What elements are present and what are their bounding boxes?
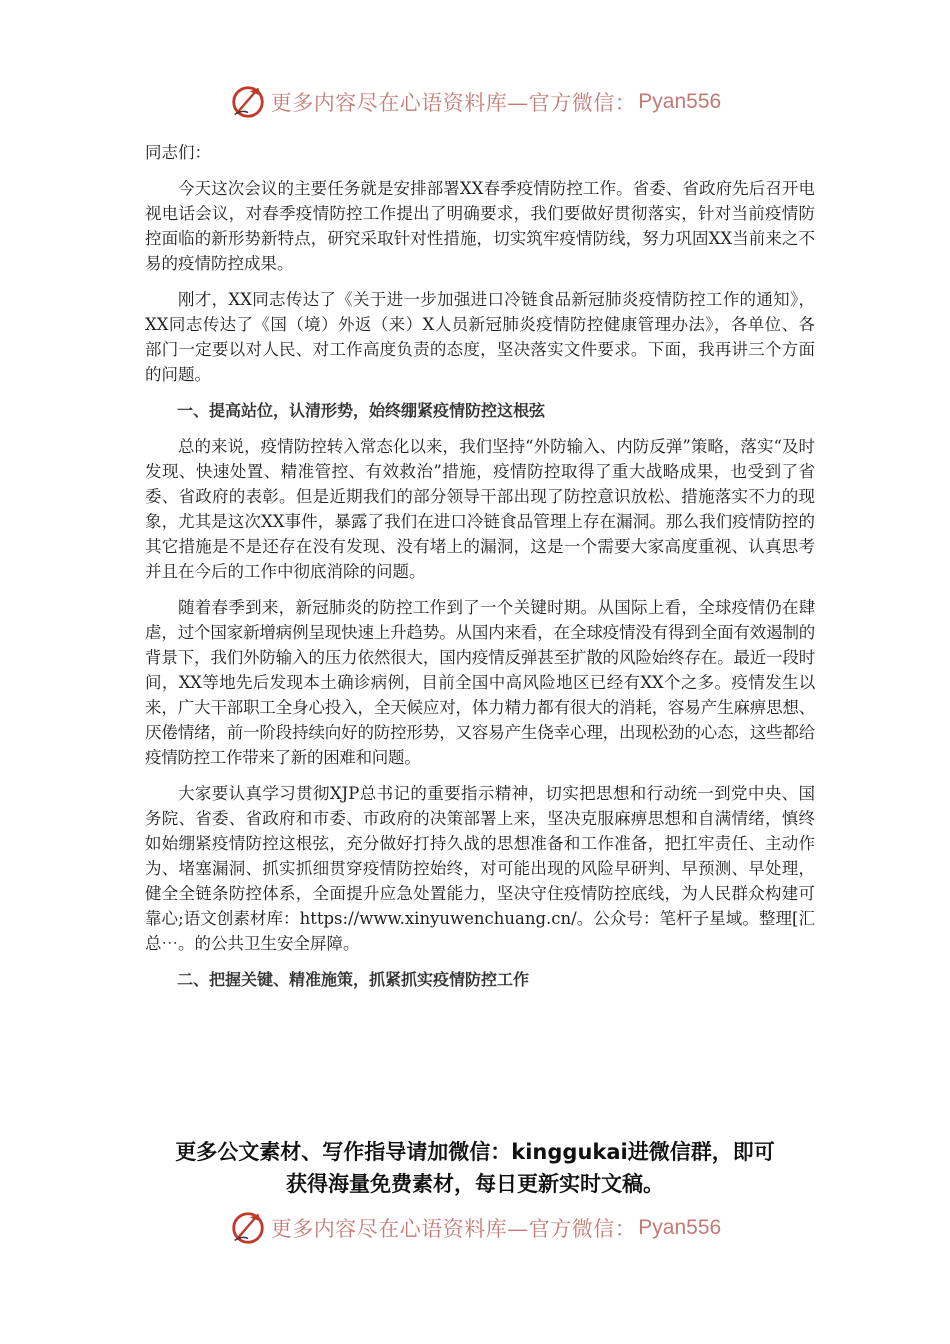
banner-brand-text: 更多内容尽在心语资料库—官方微信： (270, 91, 637, 115)
pen-logo-icon (229, 1209, 267, 1247)
paragraph: 刚才，XX同志传达了《关于进一步加强进口冷链食品新冠肺炎疫情防控工作的通知》，XX同志传达了《国（境）外返（来）X人员新冠肺炎疫情防控健康管理办法》，各单位、各部门一定要以对人民、对工作高度负责的态度，坚决落实文件要求。下面，我再讲三个方面的问题。 (145, 290, 815, 384)
promo-notice (120, 1136, 830, 1200)
paragraph: 随着春季到来，新冠肺炎的防控工作到了一个关键时期。从国际上看，全球疫情仍在肆虐，过个国家新增病例呈现快速上升趋势。从国内来看，在全球疫情没有得到全面有效遏制的背景下，我们外防输入的压力依然很大，国内疫情反弹甚至扩散的风险始终存在。最近一段时间，XX等地先后发现本土确诊病例，目前全国中高风险地区已经有XX个之多。疫情发生以来，广大干部职工全身心投入，全天候应对，体力精力都有很大的消耗，容易产生麻痹思想、厌倦情绪，前一阶段持续向好的防控形势，又容易产生侥幸心理，出现松劲的心态，这些都给疫情防控工作带来了新的困难和问题。 (145, 598, 815, 767)
promo-line-2: 获得海量免费素材，每日更新实时文稿。 (286, 1172, 664, 1196)
document-body (145, 140, 815, 1003)
section-heading-1: 一、提高站位，认清形势，始终绷紧疫情防控这根弦 (177, 401, 546, 420)
paragraph: 总的来说，疫情防控转入常态化以来，我们坚持“外防输入、内防反弹”策略，落实“及时发现、快速处置、精准管控、有效救治”措施，疫情防控取得了重大战略成果，也受到了省委、省政府的表彰。但是近期我们的部分领导干部出现了防控意识放松、措施落实不力的现象，尤其是这次XX事件，暴露了我们在进口冷链食品管理上存在漏洞。那么我们疫情防控的其它措施是不是还存在没有发现、没有堵上的漏洞，这是一个需要大家高度重视、认真思考并且在今后的工作中彻底消除的问题。 (145, 437, 815, 581)
footer-banner (0, 1208, 950, 1248)
promo-line-1: 更多公文素材、写作指导请加微信：kinggukai进微信群，即可 (175, 1140, 775, 1164)
banner-wechat-id: Pyan556 (638, 1216, 722, 1239)
salutation: 同志们： (145, 143, 211, 162)
pen-logo-icon (229, 83, 267, 121)
section-heading-2: 二、把握关键、精准施策，抓紧抓实疫情防控工作 (177, 970, 530, 989)
paragraph: 今天这次会议的主要任务就是安排部署XX春季疫情防控工作。省委、省政府先后召开电视电话会议，对春季疫情防控工作提出了明确要求，我们要做好贯彻落实，针对当前疫情防控面临的新形势新特点，研究采取针对性措施，切实筑牢疫情防线，努力巩固XX当前来之不易的疫情防控成果。 (145, 179, 815, 273)
header-banner (0, 82, 950, 122)
banner-wechat-id: Pyan556 (638, 90, 722, 113)
banner-brand-text: 更多内容尽在心语资料库—官方微信： (270, 1217, 637, 1241)
paragraph: 大家要认真学习贯彻XJP总书记的重要指示精神，切实把思想和行动统一到党中央、国务院、省委、省政府和市委、市政府的决策部署上来，坚决克服麻痹思想和自满情绪，慎终如始绷紧疫情防控这根弦，充分做好打持久战的思想准备和工作准备，把扛牢责任、主动作为、堵塞漏洞、抓实抓细贯穿疫情防控始终，对可能出现的风险早研判、早预测、早处理，健全全链条防控体系，全面提升应急处置能力，坚决守住疫情防控底线，为人民群众构建可靠心;语文创素材库：https://www.xinyuwenchuang.cn/。公众号：笔杆子星域。整理[汇总⋯。的公共卫生安全屏障。 (145, 784, 815, 953)
